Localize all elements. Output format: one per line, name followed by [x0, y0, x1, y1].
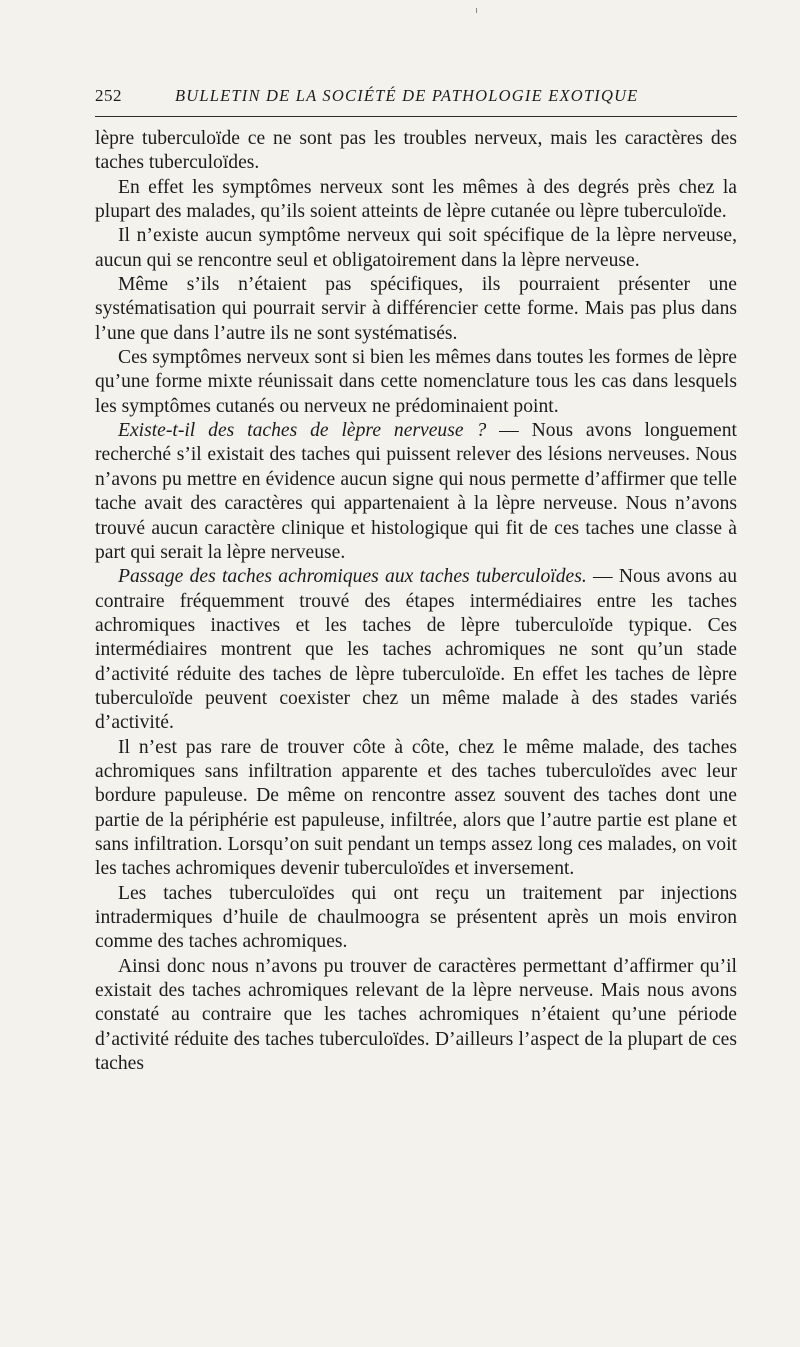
- section-heading: Passage des taches achromiques aux taches tuberculoïdes.: [118, 566, 587, 588]
- header-rule: [95, 116, 737, 117]
- paragraph-text: Il n’existe aucun symptôme nerveux qui soit spécifique de la lèpre nerveuse, aucun qui se rencontre seul et obligatoirement dans la lèpre nerveuse.: [95, 225, 737, 271]
- paragraph: [95, 882, 737, 955]
- paragraph: [95, 565, 737, 735]
- paragraph: [95, 224, 737, 273]
- paragraph: [95, 127, 737, 176]
- paragraph: [95, 419, 737, 565]
- paragraph-text: Ainsi donc nous n’avons pu trouver de caractères permettant d’affirmer qu’il existait des taches achromiques relevant de la lèpre nerveuse. Mais nous avons constaté au contraire que les taches achromiques n’étaient qu’une période d’activité réduite des taches tuberculoïdes. D’ailleurs l’aspect de la plupart de ces taches: [95, 955, 737, 1075]
- paragraph-text: Même s’ils n’étaient pas spécifiques, ils pourraient présenter une systématisation qui pourrait servir à différencier cette forme. Mais pas plus dans l’une que dans l’autre ils ne sont systématisés.: [95, 274, 737, 344]
- paragraph-text: lèpre tuberculoïde ce ne sont pas les troubles nerveux, mais les caractères des taches tuberculoïdes.: [95, 128, 737, 174]
- body-text: [95, 127, 737, 1076]
- paragraph: [95, 736, 737, 882]
- paragraph: [95, 273, 737, 346]
- paragraph: [95, 955, 737, 1077]
- paragraph-text: Il n’est pas rare de trouver côte à côte, chez le même malade, des taches achromiques sans infiltration apparente et des taches tuberculoïdes avec leur bordure papuleuse. De même on rencontre assez souvent des taches dont une partie de la périphérie est papuleuse, infiltrée, alors que l’autre partie est plane et sans infiltration. Lorsqu’on suit pendant un temps assez long ces malades, on voit les taches achromiques devenir tuberculoïdes et inversement.: [95, 736, 737, 880]
- paragraph-text: Les taches tuberculoïdes qui ont reçu un traitement par injections intradermiques d’huile de chaulmoogra se présentent après un mois environ comme des taches achromiques.: [95, 882, 737, 953]
- paragraph-text: — Nous avons au contraire fréquemment trouvé des étapes intermédiaires entre les taches achromiques inactives et les taches de lèpre tuberculoïde typique. Ces intermédiaires montrent que les taches achromiques ne sont qu’un stade d’activité réduite des taches de lèpre tuberculoïde. En effet les taches de lèpre tuberculoïde peuvent coexister chez un même malade à des stades variés d’activité.: [95, 566, 738, 734]
- paragraph-text: — Nous avons longuement recherché s’il existait des taches qui puissent relever des lésions nerveuses. Nous n’avons pu mettre en évidence aucun signe qui nous permette d’affirmer que telle tache avait des caractères qui appartenaient à la lèpre nerveuse. Nous n’avons trouvé aucun caractère clinique et histologique qui fit de ces taches une classe à part qui serait la lèpre nerveuse.: [95, 420, 737, 563]
- paragraph-text: Ces symptômes nerveux sont si bien les mêmes dans toutes les formes de lèpre qu’une forme mixte réunissait dans cette nomenclature tous les cas dans lesquels les symptômes cutanés ou nerveux ne prédominaient point.: [95, 347, 737, 417]
- running-head: BULLETIN DE LA SOCIÉTÉ DE PATHOLOGIE EXOTIQUE: [175, 86, 639, 105]
- paragraph: [95, 176, 737, 225]
- page-header: [95, 86, 737, 112]
- print-speck: [476, 8, 477, 13]
- paragraph: [95, 346, 737, 419]
- paragraph-text: En effet les symptômes nerveux sont les mêmes à des degrés près chez la plupart des malades, qu’ils soient atteints de lèpre cutanée ou lèpre tuberculoïde.: [95, 176, 737, 223]
- section-heading: Existe-t-il des taches de lèpre nerveuse ?: [118, 420, 487, 442]
- page-number: 252: [95, 86, 122, 105]
